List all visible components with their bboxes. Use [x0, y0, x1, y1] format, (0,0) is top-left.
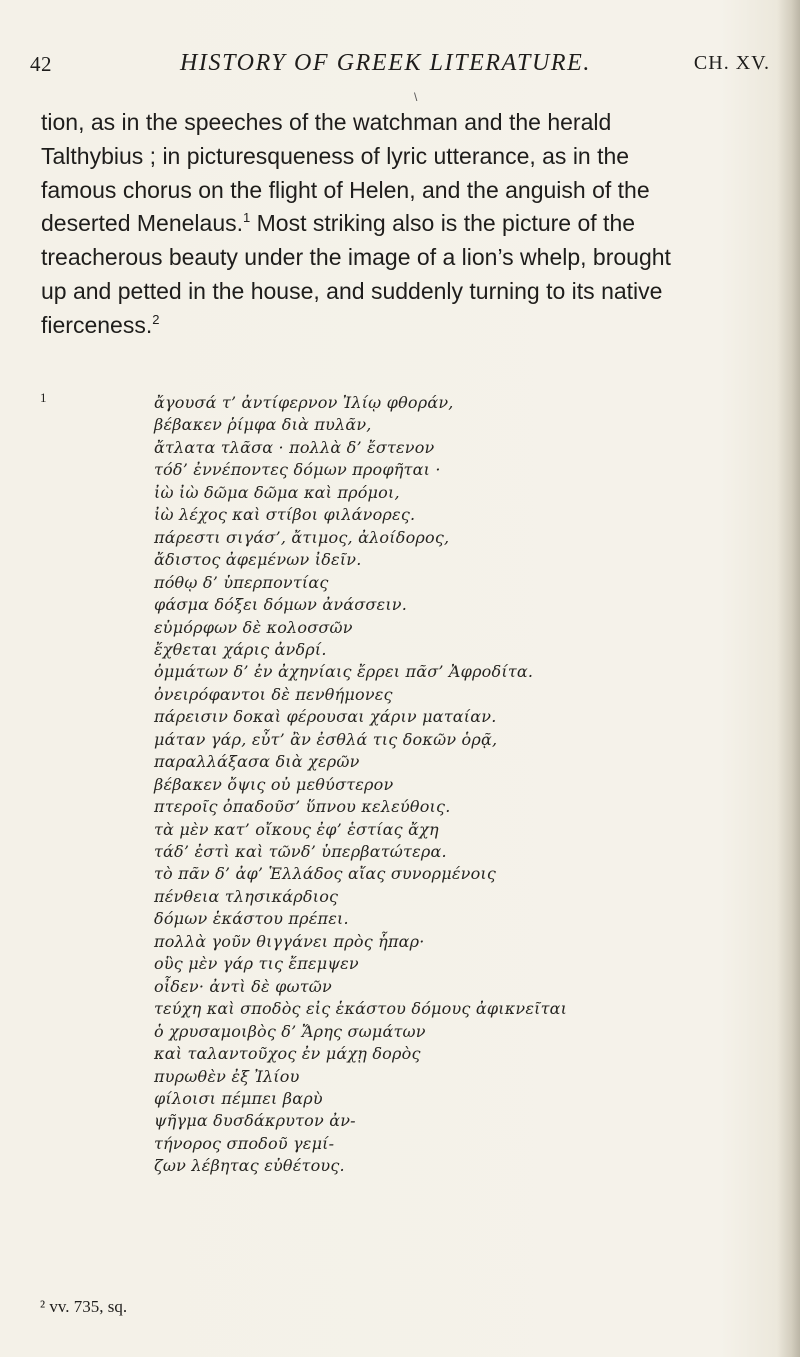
- greek-verse-line: εὐμόρφων δὲ κολοσσῶν: [154, 618, 353, 637]
- greek-verse-line: ψῆγμα δυσδάκρυτον ἀν-: [154, 1111, 356, 1130]
- body-line: Talthybius ; in picturesqueness of lyric utterance, as in the: [41, 142, 630, 169]
- greek-verse-line: μάταν γάρ, εὖτ’ ἂν ἐσθλά τις δοκῶν ὁρᾷ,: [154, 730, 498, 749]
- page-edge-shadow: [778, 0, 800, 1357]
- running-head: [30, 50, 770, 78]
- greek-verse-line: φίλοισι πέμπει βαρὺ: [154, 1089, 323, 1108]
- running-title: HISTORY OF GREEK LITERATURE.: [180, 50, 592, 76]
- body-line: up and petted in the house, and suddenly turning to its native: [41, 277, 663, 304]
- greek-verse-line: παραλλάξασα διὰ χερῶν: [154, 752, 360, 771]
- greek-verse-line: ἔχθεται χάρις ἀνδρί.: [154, 640, 327, 659]
- chapter-label: CH. XV.: [693, 52, 770, 74]
- greek-verse-line: ὀμμάτων δ’ ἐν ἀχηνίαις ἔρρει πᾶσ’ Ἀφροδίτα.: [154, 662, 534, 681]
- body-line: famous chorus on the flight of Helen, and the anguish of the: [41, 176, 650, 203]
- body-line: fierceness.: [41, 311, 153, 338]
- body-line: treacherous beauty under the image of a lion’s whelp, brought: [41, 244, 671, 271]
- body-line: tion, as in the speeches of the watchman and the herald: [41, 109, 612, 135]
- footnote-2: ² vv. 735, sq.: [40, 1297, 128, 1316]
- greek-verse-line: φάσμα δόξει δόμων ἀνάσσειν.: [154, 595, 408, 614]
- greek-verse-line: βέβακεν ῥίμφα διὰ πυλᾶν,: [154, 415, 372, 434]
- greek-verse-line: πάρεστι σιγάσ’, ἄτιμος, ἀλοίδορος,: [154, 528, 450, 547]
- greek-verse-line: τεύχη καὶ σποδὸς εἰς ἑκάστου δόμους ἀφικνεῖται: [154, 999, 568, 1018]
- body-line: deserted Menelaus.: [41, 210, 244, 237]
- greek-verse-line: ἄδιστος ἀφεμένων ἰδεῖν.: [154, 550, 362, 569]
- greek-verse-line: τὸ πᾶν δ’ ἀφ’ Ἑλλάδος αἴας συνορμένοις: [154, 864, 497, 883]
- greek-verse-line: οὓς μὲν γάρ τις ἔπεμψεν: [154, 954, 359, 973]
- footnote-reference-1[interactable]: 1: [243, 210, 251, 226]
- greek-verse-line: οἶδεν· ἀντὶ δὲ φωτῶν: [154, 977, 332, 996]
- greek-verse-line: πυρωθὲν ἐξ Ἰλίου: [154, 1067, 300, 1086]
- greek-verse-line: ζων λέβητας εὐθέτους.: [154, 1156, 345, 1175]
- greek-verse-line: καὶ ταλαντοῦχος ἐν μάχῃ δορὸς: [154, 1044, 421, 1063]
- greek-verse-line: ὀνειρόφαντοι δὲ πενθήμονες: [154, 685, 393, 704]
- greek-verse-line: τήνορος σποδοῦ γεμί-: [154, 1134, 335, 1153]
- greek-verse-line: τόδ’ ἐννέποντες δόμων προφῆται ·: [154, 460, 441, 479]
- greek-verse-line: πολλὰ γοῦν θιγγάνει πρὸς ἧπαρ·: [154, 932, 425, 951]
- greek-verse-line: πόθῳ δ’ ὑπερποντίας: [154, 573, 329, 592]
- greek-verse-line: ἰὼ ἰὼ δῶμα δῶμα καὶ πρόμοι,: [154, 483, 400, 502]
- greek-verse-line: βέβακεν ὄψις οὐ μεθύστερον: [154, 775, 394, 794]
- greek-verse-line: πάρεισιν δοκαὶ φέρουσαι χάριν ματαίαν.: [154, 707, 497, 726]
- body-line: Most striking also is the picture of the: [250, 210, 636, 237]
- greek-verse-line: τὰ μὲν κατ’ οἴκους ἐφ’ ἑστίας ἄχη: [154, 820, 439, 839]
- greek-verse-line: πένθεια τλησικάρδιος: [154, 887, 339, 906]
- greek-verse-line: ἄτλατα τλᾶσα · πολλὰ δ’ ἔστενον: [154, 438, 435, 457]
- body-paragraph: [41, 106, 763, 343]
- page-number: 42: [30, 52, 52, 76]
- greek-verse-line: δόμων ἑκάστου πρέπει.: [154, 909, 349, 928]
- greek-verse-line: τάδ’ ἐστὶ καὶ τῶνδ’ ὑπερβατώτερα.: [154, 842, 447, 861]
- greek-verse-line: ἰὼ λέχος καὶ στίβοι φιλάνορες.: [154, 505, 416, 524]
- greek-verse-line: ὁ χρυσαμοιβὸς δ’ Ἄρης σωμάτων: [154, 1022, 426, 1041]
- greek-verse-line: ἄγουσά τ’ ἀντίφερνον Ἰλίῳ φθοράν,: [154, 393, 454, 412]
- print-mark: \: [414, 90, 418, 104]
- greek-verse-line: πτεροῖς ὀπαδοῦσ’ ὕπνου κελεύθοις.: [154, 797, 451, 816]
- footnote-reference-2[interactable]: 2: [152, 311, 160, 327]
- footnote-1-marker: 1: [40, 390, 47, 405]
